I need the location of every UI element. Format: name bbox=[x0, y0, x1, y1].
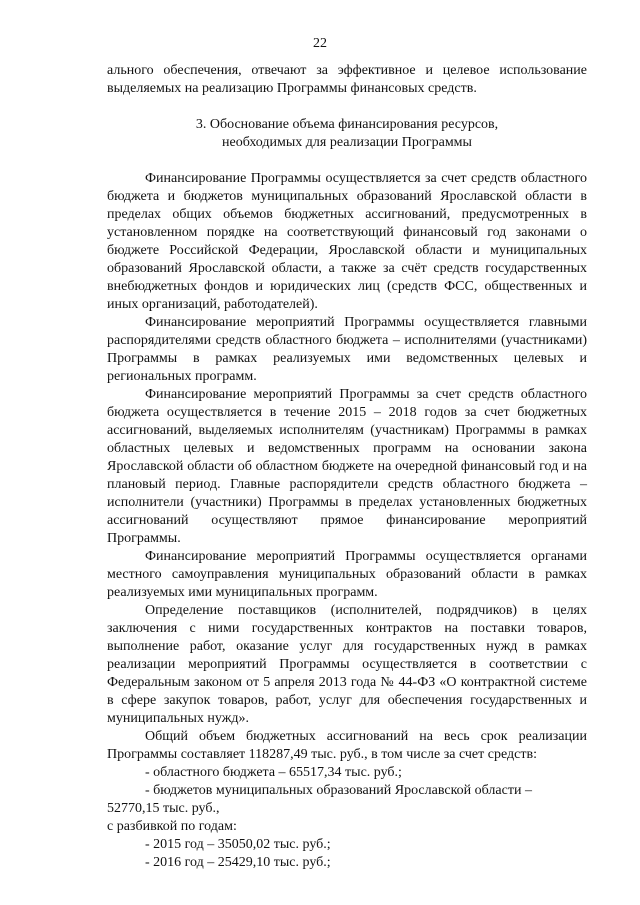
paragraph-5: Определение поставщиков (исполнителей, подрядчиков) в целях заключения с ними государственных контрактов на поставки товаров, выполнение работ, оказание услуг для государственных нужд в рамках реализации мероприятий Программы осуществляется в соответствии с Федеральным законом от 5 апреля 2013 года № 44-ФЗ «О контрактной системе в сфере закупок товаров, работ, услуг для обеспечения государственных и муниципальных нужд». bbox=[107, 603, 587, 726]
funding-year-2015: - 2015 год – 35050,02 тыс. руб.; bbox=[145, 837, 331, 852]
paragraph-4: Финансирование мероприятий Программы осуществляется органами местного самоуправления муниципальных образований области в рамках реализуемых ими муниципальных программ. bbox=[107, 549, 587, 600]
section-heading bbox=[107, 116, 587, 152]
paragraph-2: Финансирование мероприятий Программы осуществляется главными распорядителями средств областного бюджета – исполнителями (участниками) Программы в рамках реализуемых ими ведомственных целевых и региональных программ. bbox=[107, 315, 587, 384]
paragraph-3: Финансирование мероприятий Программы за счет средств областного бюджета осуществляется в течение 2015 – 2018 годов за счет бюджетных ассигнований, выделяемых исполнителям (участникам) Программы в рамках областных целевых и ведомственных программ на основании закона Ярославской области об областном бюджете на очередной финансовый год и на плановый период. Главные распорядители средств областного бюджета – исполнители (участники) Программы в пределах установленных бюджетных ассигнований осуществляют прямое финансирование мероприятий Программы. bbox=[107, 387, 587, 546]
funding-year-2016: - 2016 год – 25429,10 тыс. руб.; bbox=[145, 855, 331, 870]
section-heading-line-1: 3. Обоснование объема финансирования ресурсов, bbox=[195, 117, 499, 132]
page-number: 22 bbox=[313, 36, 327, 51]
breakdown-by-years-label: с разбивкой по годам: bbox=[107, 819, 237, 834]
funding-item-municipal-budgets: - бюджетов муниципальных образований Ярославской области – bbox=[145, 783, 532, 798]
paragraph-1: Финансирование Программы осуществляется за счет средств областного бюджета и бюджетов муниципальных образований Ярославской области в пределах общих объемов бюджетных ассигнований, предусмотренных в установленном порядке на соответствующий финансовый год законами о бюджете Российской Федерации, Ярославской области и муниципальных образований Ярославской области, а также за счёт средств государственных внебюджетных фондов и юридических лиц (средств ФСС, общественных и иных организаций, работодателей). bbox=[107, 171, 587, 312]
intro-paragraph: ального обеспечения, отвечают за эффективное и целевое использование выделяемых на реализацию Программы финансовых средств. bbox=[107, 63, 587, 96]
section-heading-line-2: необходимых для реализации Программы bbox=[222, 135, 472, 150]
funding-item-regional-budget: - областного бюджета – 65517,34 тыс. руб.; bbox=[145, 765, 402, 780]
paragraph-6: Общий объем бюджетных ассигнований на весь срок реализации Программы составляет 118287,49 тыс. руб., в том числе за счет средств: bbox=[107, 729, 587, 762]
funding-item-municipal-budgets-amount: 52770,15 тыс. руб., bbox=[107, 801, 220, 816]
document-body bbox=[107, 62, 587, 872]
